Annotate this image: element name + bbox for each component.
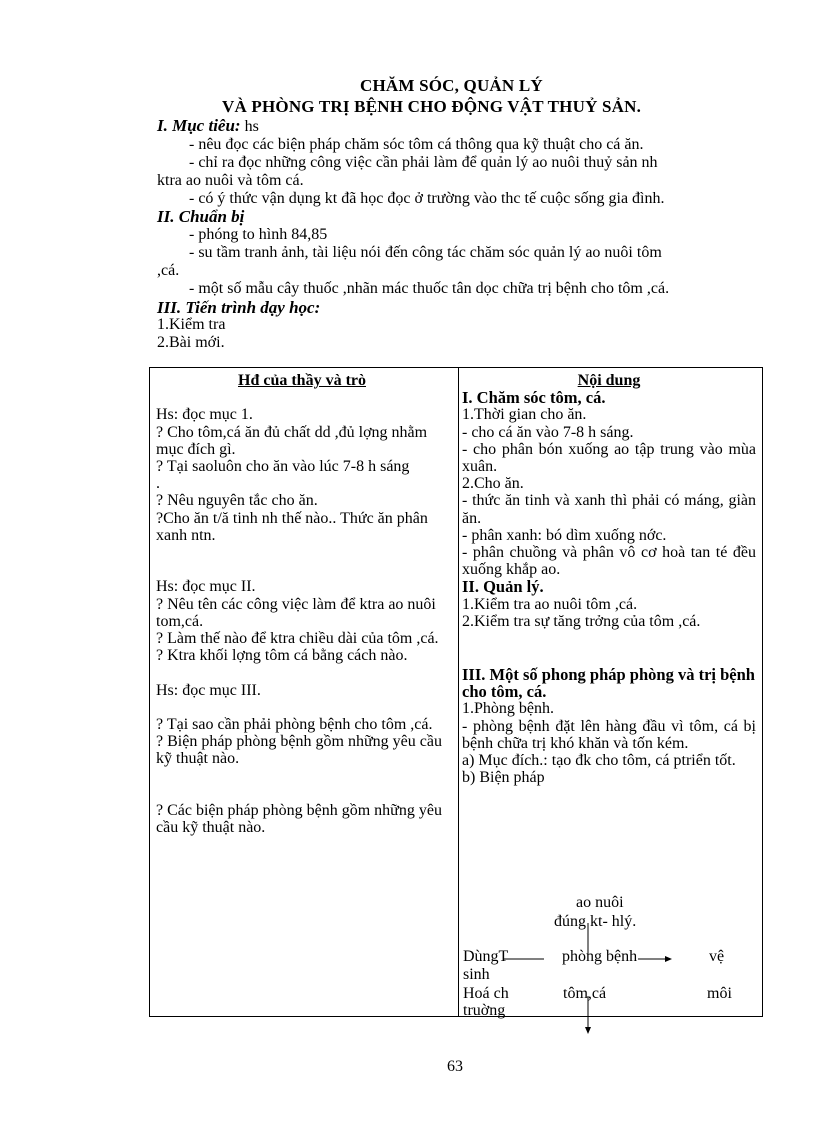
- content-line: - cho phân bón xuống ao tập trung vào mùa xuân.: [462, 440, 756, 476]
- lesson-table: [149, 367, 763, 1017]
- page-number: 63: [447, 1058, 463, 1075]
- arrow-head-down: [585, 1027, 591, 1034]
- activity-line: ? Ktra khối lợng tôm cá bằng cách nào.: [156, 647, 408, 665]
- prep-line: ,cá.: [157, 262, 180, 279]
- diagram-label-left4: truờng: [463, 1002, 506, 1019]
- content-heading: II. Quản lý.: [462, 577, 544, 597]
- content-heading: III. Một số phong pháp phòng và trị bệnh cho tôm, cá.: [462, 665, 755, 702]
- diagram-label-left3: Hoá ch: [463, 985, 509, 1002]
- activity-line: ? Tại saoluôn cho ăn vào lúc 7-8 h sáng: [156, 458, 410, 475]
- content-line: - cho cá ăn vào 7-8 h sáng.: [462, 423, 634, 441]
- content-line: 1.Thời gian cho ăn.: [462, 406, 587, 424]
- section-heading: III. Tiến trình dạy học:: [157, 298, 321, 317]
- procedure-line: 2.Bài mới.: [157, 334, 225, 351]
- objective-line: - nêu đọc các biện pháp chăm sóc tôm cá thông qua kỹ thuật cho cá ăn.: [189, 136, 644, 153]
- content-line: 1.Kiểm tra ao nuôi tôm ,cá.: [462, 595, 638, 613]
- prep-line: - một số mẫu cây thuốc ,nhãn mác thuốc tân dọc chữa trị bệnh cho tôm ,cá.: [189, 280, 670, 297]
- activity-line: ? Nêu nguyên tắc cho ăn.: [156, 492, 318, 510]
- activity-line: ? Biện pháp phòng bệnh gồm những yêu cầu kỹ thuật nào.: [156, 733, 442, 768]
- diagram-label-right2: môi: [707, 985, 732, 1002]
- activity-line: Hs: đọc mục 1.: [156, 406, 253, 424]
- diagram-label-center2: tôm,cá: [563, 985, 607, 1002]
- prep-line: - su tầm tranh ảnh, tài liệu nói đến công tác chăm sóc quản lý ao nuôi tôm: [189, 244, 662, 261]
- content-line: - thức ăn tinh và xanh thì phải có máng, giàn ăn.: [462, 492, 756, 527]
- content-line: 2.Kiểm tra sự tăng trởng của tôm ,cá.: [462, 612, 701, 630]
- activity-line: ? Làm thế nào để ktra chiều dài của tôm ,cá.: [156, 630, 439, 647]
- diagram-label-top2: đúng kt- hlý.: [554, 913, 637, 930]
- activity-line: Hs: đọc mục III.: [156, 681, 261, 699]
- diagram-label-left1: DùngT: [463, 948, 509, 965]
- content-line: 1.Phòng bệnh.: [462, 700, 554, 718]
- diagram-label-center: phòng bệnh: [562, 948, 638, 965]
- content-line: 2.Cho ăn.: [462, 475, 524, 493]
- procedure-line: 1.Kiểm tra: [157, 316, 226, 333]
- objective-line: - có ý thức vận dụng kt đã học đọc ở trường vào thc tế cuộc sống gia đình.: [189, 190, 665, 207]
- section-heading-suffix: hs: [244, 118, 259, 135]
- diagram-label-left2: sinh: [463, 966, 490, 983]
- activity-line: .: [156, 475, 160, 493]
- doc-title-line1: CHĂM SÓC, QUẢN LÝ: [360, 76, 543, 95]
- content-line: a) Mục đích.: tạo đk cho tôm, cá ptriển tốt.: [462, 752, 736, 770]
- content-line: - phân xanh: bó dìm xuống nớc.: [462, 526, 667, 544]
- activity-line: Hs: đọc mục II.: [156, 578, 256, 596]
- activity-line: ? Các biện pháp phòng bệnh gồm những yêu cầu kỹ thuật nào.: [156, 801, 442, 837]
- section-heading: II. Chuẩn bị: [157, 207, 245, 226]
- content-line: b) Biện pháp: [462, 769, 545, 787]
- diagram-label-right1: vệ: [709, 948, 725, 965]
- left-column-header: Hđ của thầy và trò: [238, 372, 366, 389]
- activity-line: ? Tại sao cần phải phòng bệnh cho tôm ,cá.: [156, 715, 433, 733]
- objective-line: - chỉ ra đọc những công việc cần phải làm để quản lý ao nuôi thuỷ sản nh: [189, 154, 658, 171]
- activity-line: ? Cho tôm,cá ăn đủ chất dd ,đủ lợng nhằm mục đích gì.: [156, 423, 428, 458]
- section-heading: I. Mục tiêu:: [157, 116, 241, 135]
- content-line: - phân chuồng và phân vô cơ hoà tan té đều xuống khắp ao.: [462, 544, 756, 579]
- arrow-head-right: [665, 956, 672, 962]
- prep-line: - phóng to hình 84,85: [189, 226, 328, 243]
- content-heading: I. Chăm sóc tôm, cá.: [462, 388, 606, 408]
- diagram-arrows: [150, 368, 764, 1058]
- section-objectives: [157, 116, 259, 136]
- activity-line: ?Cho ăn t/ă tinh nh thế nào.. Thức ăn phân xanh ntn.: [156, 509, 428, 544]
- content-line: - phòng bệnh đặt lên hàng đầu vì tôm, cá bị bệnh chữa trị khó khăn và tốn kém.: [462, 717, 756, 752]
- doc-title-line2: VÀ PHÒNG TRỊ BỆNH CHO ĐỘNG VẬT THUỶ SẢN.: [222, 97, 642, 116]
- objective-line: ktra ao nuôi và tôm cá.: [157, 172, 304, 189]
- activity-line: ? Nêu tên các công việc làm để ktra ao nuôi tom,cá.: [156, 595, 436, 630]
- diagram-label-top1: ao nuôi: [576, 894, 624, 911]
- right-column-header: Nội dung: [577, 372, 641, 389]
